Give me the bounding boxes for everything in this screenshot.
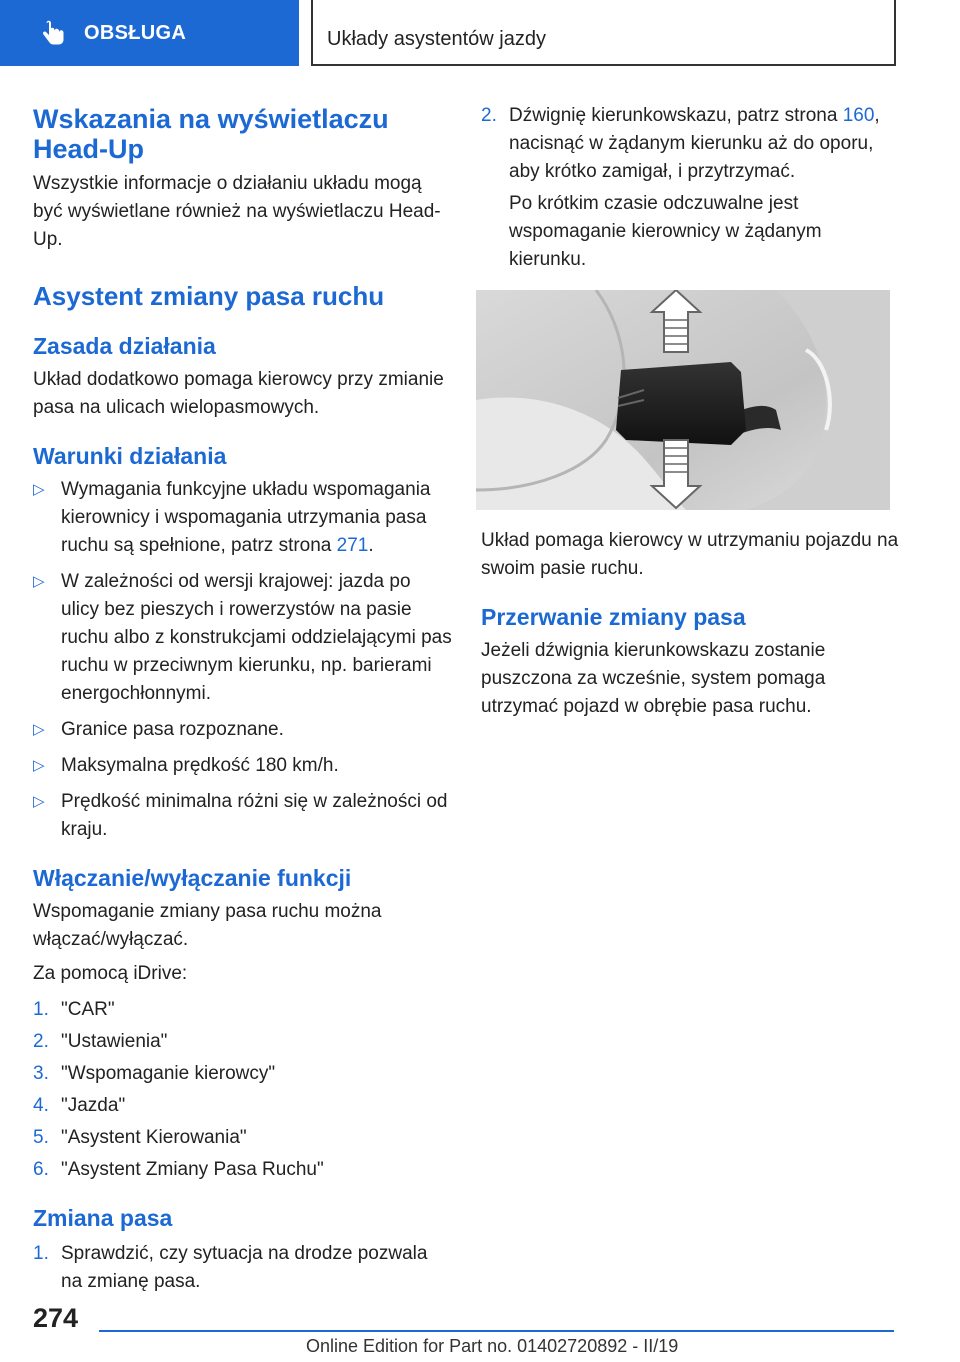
list-item: ▷ Wymagania funkcyjne układu wspomagania kierownicy i wspomagania utrzymania pasa ruchu są spełnione, patrz strona 271. (33, 476, 453, 560)
heading-lane-change: Zmiana pasa (33, 1205, 173, 1231)
list-item: ▷ Maksymalna prędkość 180 km/h. (33, 752, 453, 780)
lane-change-steps (33, 1240, 453, 1296)
list-item: 2. Dźwignię kierunkowskazu, patrz strona 160, nacisnąć w żądanym kierunku aż do oporu, aby krótko zamigał, i przytrzymać. (481, 105, 880, 182)
conditions-list (33, 476, 453, 844)
chapter-title: Układy asystentów jazdy (327, 28, 546, 50)
heading-lane-change-assistant: Asystent zmiany pasa ruchu (33, 281, 385, 311)
triangle-bullet-icon: ▷ (33, 793, 45, 810)
on-off-text: Wspomaganie zmiany pasa ruchu można włączać/wyłączać. (33, 901, 382, 950)
interrupt-text: Jeżeli dźwignia kierunkowskazu zostanie puszczona za wcześnie, system pomaga utrzymać pojazd w obrębie pasa ruchu. (481, 640, 826, 717)
hand-pointer-icon (38, 18, 68, 48)
step2-continuation: Po krótkim czasie odczuwalne jest wspomaganie kierownicy w żądanym kierunku. (509, 193, 822, 270)
list-item: 2. "Ustawienia" (33, 1031, 168, 1052)
turn-signal-lever-illustration (476, 290, 890, 510)
triangle-bullet-icon: ▷ (33, 757, 45, 774)
footer-divider (99, 1330, 894, 1332)
list-item: ▷ Granice pasa rozpoznane. (33, 716, 453, 744)
page-ref-link[interactable]: 271 (336, 535, 369, 556)
heading-head-up: Wskazania na wyświetlaczu Head-Up (33, 104, 389, 164)
list-item: 4. "Jazda" (33, 1095, 126, 1116)
page-ref-link[interactable]: 160 (842, 105, 875, 126)
page-number: 274 (33, 1303, 79, 1333)
figure-caption-text: Układ pomaga kierowcy w utrzymaniu pojazdu na swoim pasie ruchu. (481, 530, 899, 579)
list-item: 5. "Asystent Kierowania" (33, 1127, 247, 1148)
heading-interrupt: Przerwanie zmiany pasa (481, 604, 746, 630)
lane-change-steps-cont (481, 102, 901, 186)
triangle-bullet-icon: ▷ (33, 721, 45, 738)
list-item: ▷ W zależności od wersji krajowej: jazda po ulicy bez pieszych i rowerzystów na pasie ruchu albo z konstrukcjami oddzielającymi pas ruchu w przeciwnym kierunku, np. barierami energochłonnymi. (33, 568, 453, 708)
heading-conditions: Warunki działania (33, 443, 227, 469)
list-item: 1. Sprawdzić, czy sytuacja na drodze pozwala na zmianę pasa. (33, 1243, 428, 1292)
triangle-bullet-icon: ▷ (33, 573, 45, 590)
idrive-text: Za pomocą iDrive: (33, 963, 188, 984)
heading-principle: Zasada działania (33, 333, 216, 359)
list-item: 1. "CAR" (33, 999, 115, 1020)
principle-text: Układ dodatkowo pomaga kierowcy przy zmianie pasa na ulicach wielopasmowych. (33, 369, 444, 418)
heading-on-off: Włączanie/wyłączanie funkcji (33, 865, 352, 891)
idrive-steps (33, 996, 453, 1184)
triangle-bullet-icon: ▷ (33, 481, 45, 498)
section-tab-label: OBSŁUGA (84, 21, 187, 44)
list-item: ▷ Prędkość minimalna różni się w zależności od kraju. (33, 788, 453, 844)
right-column (481, 100, 901, 721)
list-item: 3. "Wspomaganie kierowcy" (33, 1063, 276, 1084)
chapter-header (311, 0, 896, 66)
footer-edition: Online Edition for Part no. 01402720892 - II/19 (306, 1336, 679, 1356)
head-up-text: Wszystkie informacje o działaniu układu mogą być wyświetlane również na wyświetlaczu Head-Up. (33, 173, 441, 250)
section-tab[interactable] (0, 0, 299, 66)
list-item: 6. "Asystent Zmiany Pasa Ruchu" (33, 1159, 324, 1180)
left-column (33, 100, 453, 1300)
